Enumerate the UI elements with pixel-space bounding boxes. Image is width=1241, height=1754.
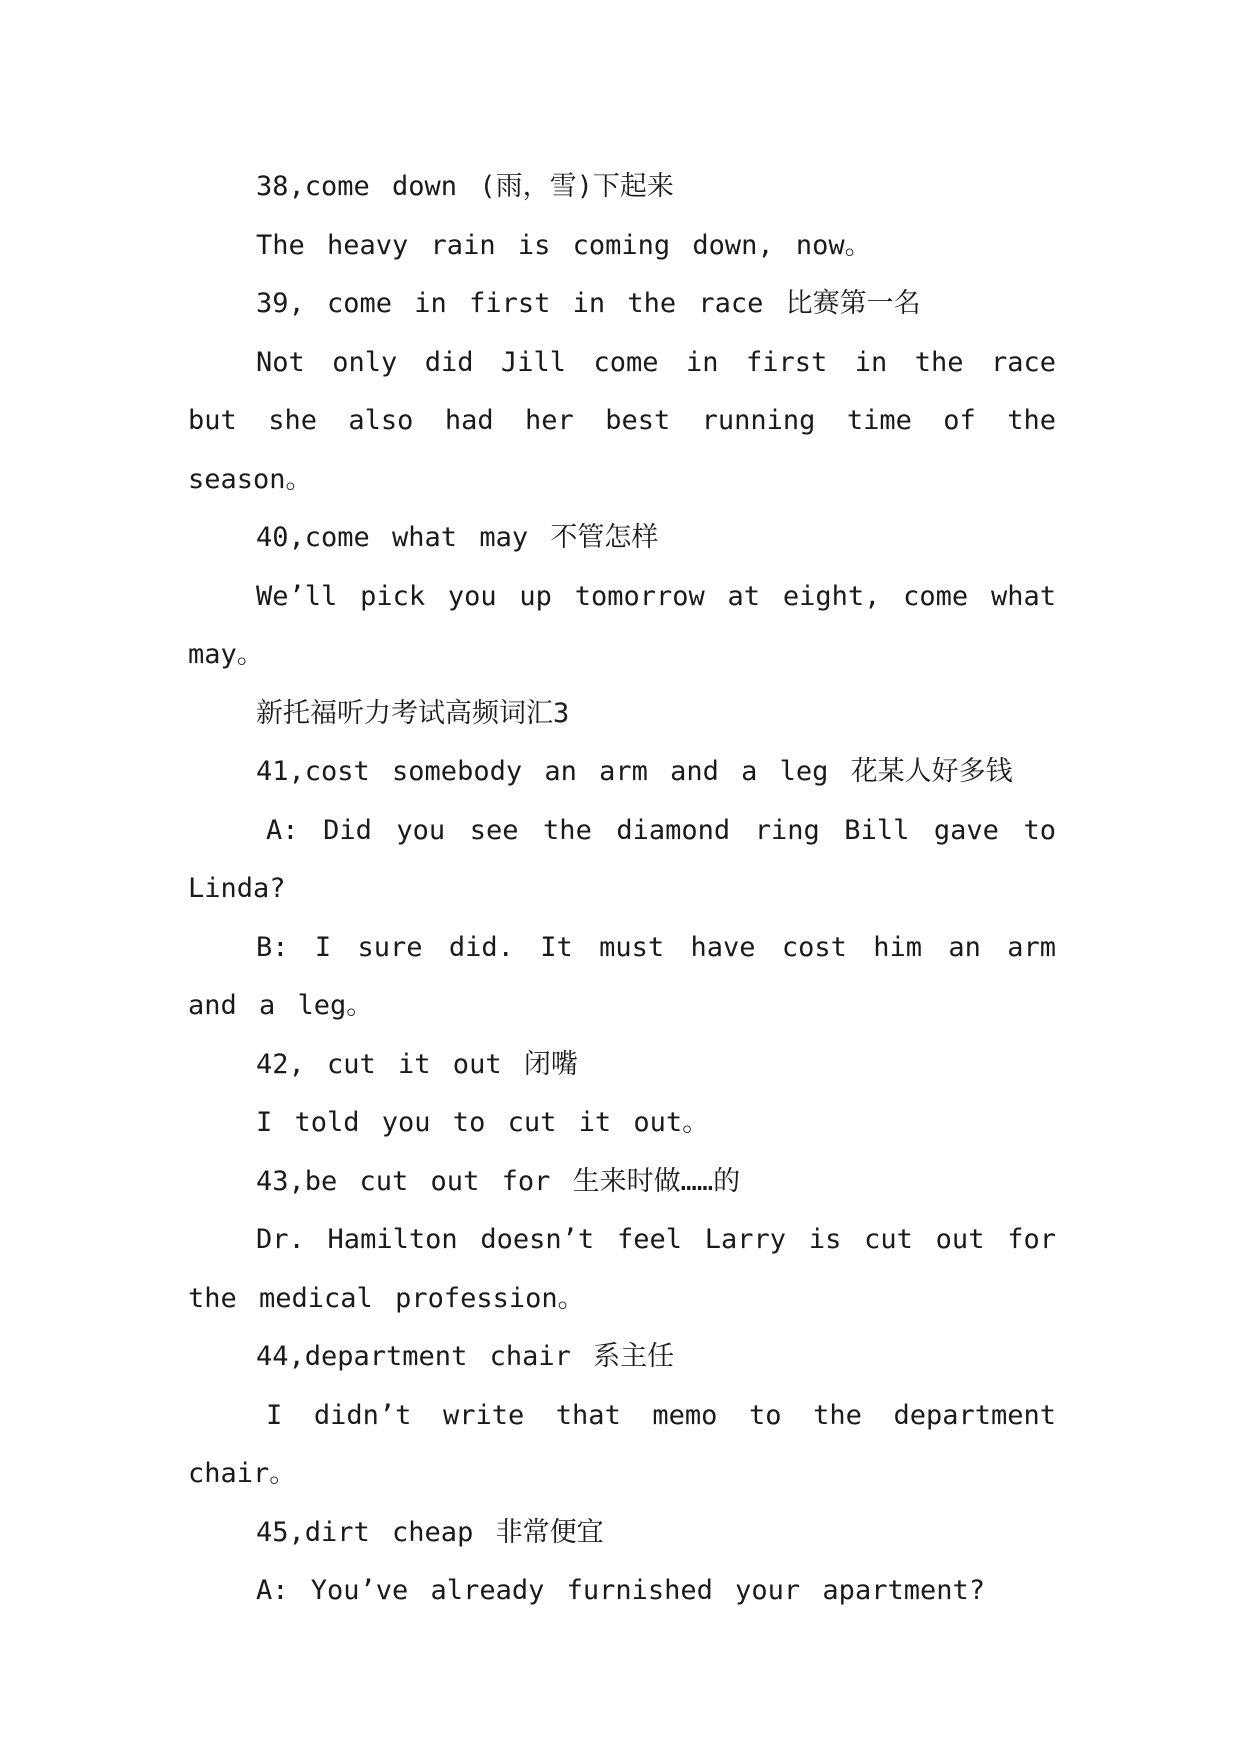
example-sentence-42: I told you to cut it out。 [256, 1107, 710, 1138]
phrase-heading-39: 39, come in first in the race 比赛第一名 [256, 288, 921, 319]
phrase-heading-45: 45,dirt cheap 非常便宜 [256, 1516, 604, 1548]
phrase-heading-43: 43,be cut out for 生来时做……的 [256, 1165, 741, 1197]
example-sentence-39: Not only did Jill come in first in the race but she also had her best running time of the season。 [188, 346, 1056, 495]
example-sentence-44: I didn’t write that memo to the department chair。 [188, 1399, 1056, 1489]
example-dialog-41-a: A: Did you see the diamond ring Bill gave to Linda? [188, 814, 1056, 904]
example-dialog-45-a: A: You’ve already furnished your apartment? [256, 1575, 985, 1606]
example-dialog-41-b: B: I sure did. It must have cost him an arm and a leg。 [188, 931, 1056, 1021]
section-title: 新托福听力考试高频词汇3 [256, 697, 570, 729]
document-body [188, 158, 1056, 1621]
phrase-heading-41: 41,cost somebody an arm and a leg 花某人好多钱 [256, 756, 1013, 787]
example-sentence-43: Dr. Hamilton doesn’t feel Larry is cut out for the medical profession。 [188, 1224, 1056, 1314]
phrase-heading-40: 40,come what may 不管怎样 [256, 522, 659, 553]
example-sentence-40: We’ll pick you up tomorrow at eight, come what may。 [188, 580, 1056, 670]
phrase-heading-42: 42, cut it out 闭嘴 [256, 1048, 578, 1080]
phrase-heading-38: 38,come down (雨，雪)下起来 [256, 171, 674, 202]
example-sentence-38: The heavy rain is coming down, now。 [256, 229, 872, 261]
phrase-heading-44: 44,department chair 系主任 [256, 1341, 675, 1372]
